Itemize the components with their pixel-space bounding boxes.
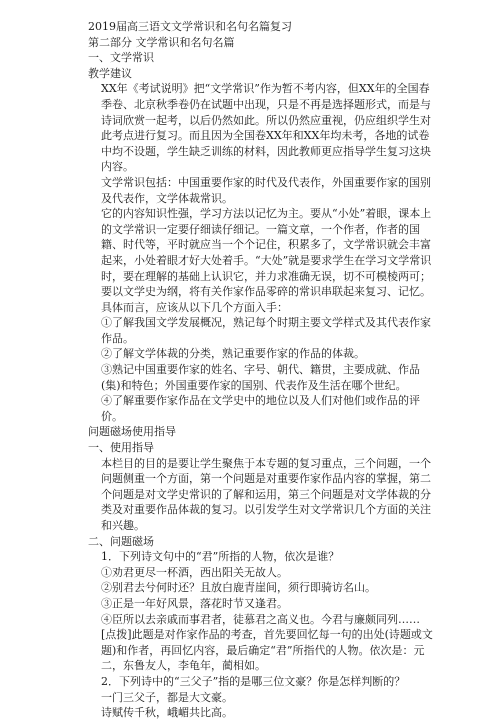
question-1-line-a: ①劝君更尽一杯酒，西出阳关无故人。	[101, 565, 288, 579]
list-item-1: ①了解我国文学发展概况，熟记每个时期主要文学样式及其代表作家作品。	[101, 316, 431, 345]
section-heading-problems: 二、问题磁场	[88, 534, 154, 548]
question-1: 1．下列诗文句中的“君”所指的人物，依次是谁？	[101, 550, 340, 564]
list-item-3: ③熟记中国重要作家的姓名、字号、朝代、籍贯，主要成就、作品(集)和特色；外国重要作家的国别、代表作及生活在哪个世纪。	[101, 363, 420, 392]
question-2: 2．下列诗中的“三父子”指的是哪三位文豪？你是怎样判断的？	[101, 674, 406, 688]
document-title: 2019届高三语文文学常识和名句名篇复习	[88, 20, 292, 33]
question-1-line-b: ②别君去兮何时还？且放白鹿青崖间，须行即骑访名山。	[101, 581, 376, 595]
paragraph-method: 它的内容知识性强，学习方法以记忆为主。要从“小处”着眼，课本上的文学常识一定要仔细读仔细记。一篇文章，一个作者，作者的国籍、时代等，平时就应当一个个记住，积累多了，文学常识就会丰富起来，小处着眼才好大处着手。“大处”就是要求学生在学习文学常识时，要在理解的基础上认识它，并力求准确无误，切不可模棱两可；要以文学史为纲，将有关作家作品零碎的常识串联起来复习、记忆。	[101, 207, 432, 299]
paragraph-approach-intro: 具体而言，应该从以下几个方面入手：	[101, 300, 288, 314]
question-1-hint: [点拨]此题是对作家作品的考查，首先要回忆每一句的出处(诗题或文题)和作者，再回忆内容，最后确定“君”所指代的人物。依次是：元二，东鲁友人，李龟年，蔺相如。	[101, 628, 433, 673]
list-item-2: ②了解文学体裁的分类，熟记重要作家的作品的体裁。	[101, 347, 365, 361]
teaching-advice-heading: 教学建议	[88, 66, 132, 80]
paragraph-exam-note: XX年《考试说明》把“文学常识”作为暂不考内容，但XX年的全国春季卷、北京秋季卷仍在试题中出现，只是不再是选择题形式，而是与诗词欣赏一起考，以后仍然如此。所以仍然应重视，仍应组织学生对此考点进行复习。而且因为全国卷XX年和XX年均未考，各地的试卷中均不设题，学生缺乏训练的材料，因此教师更应指导学生复习这块内容。	[101, 82, 431, 174]
list-item-4: ④了解重要作家作品在文学史中的地位以及人们对他们或作品的评价。	[101, 394, 420, 423]
section-heading-literary-knowledge: 一、文学常识	[88, 51, 154, 65]
part-heading: 第二部分 文学常识和名句名篇	[88, 35, 235, 49]
paragraph-guide: 本栏目的目的是要让学生聚焦于本专题的复习重点，三个问题，一个问题侧重一个方面，第一个问题是对重要作家作品内容的掌握，第二个问题是对文学史常识的了解和运用，第三个问题是对文学体裁的分类及对重要作品体裁的复习。以引发学生对文学常识几个方面的关注和兴趣。	[101, 456, 431, 532]
question-2-line-b: 诗赋传千秋，峨嵋共比高。	[101, 706, 233, 720]
guide-subheading: 一、使用指导	[88, 441, 154, 455]
paragraph-scope: 文学常识包括：中国重要作家的时代及代表作，外国重要作家的国别及代表作，文学体裁常识。	[101, 175, 431, 205]
question-1-line-d: ④臣所以去亲戚而事君者，徒慕君之高义也。今君与廉颇同列……	[101, 612, 420, 626]
question-2-line-a: 一门三父子，都是大文豪。	[101, 690, 233, 704]
question-1-line-c: ③正是一年好风景，落花时节又逢君。	[101, 596, 288, 610]
guide-heading: 问题磁场使用指导	[88, 425, 176, 439]
